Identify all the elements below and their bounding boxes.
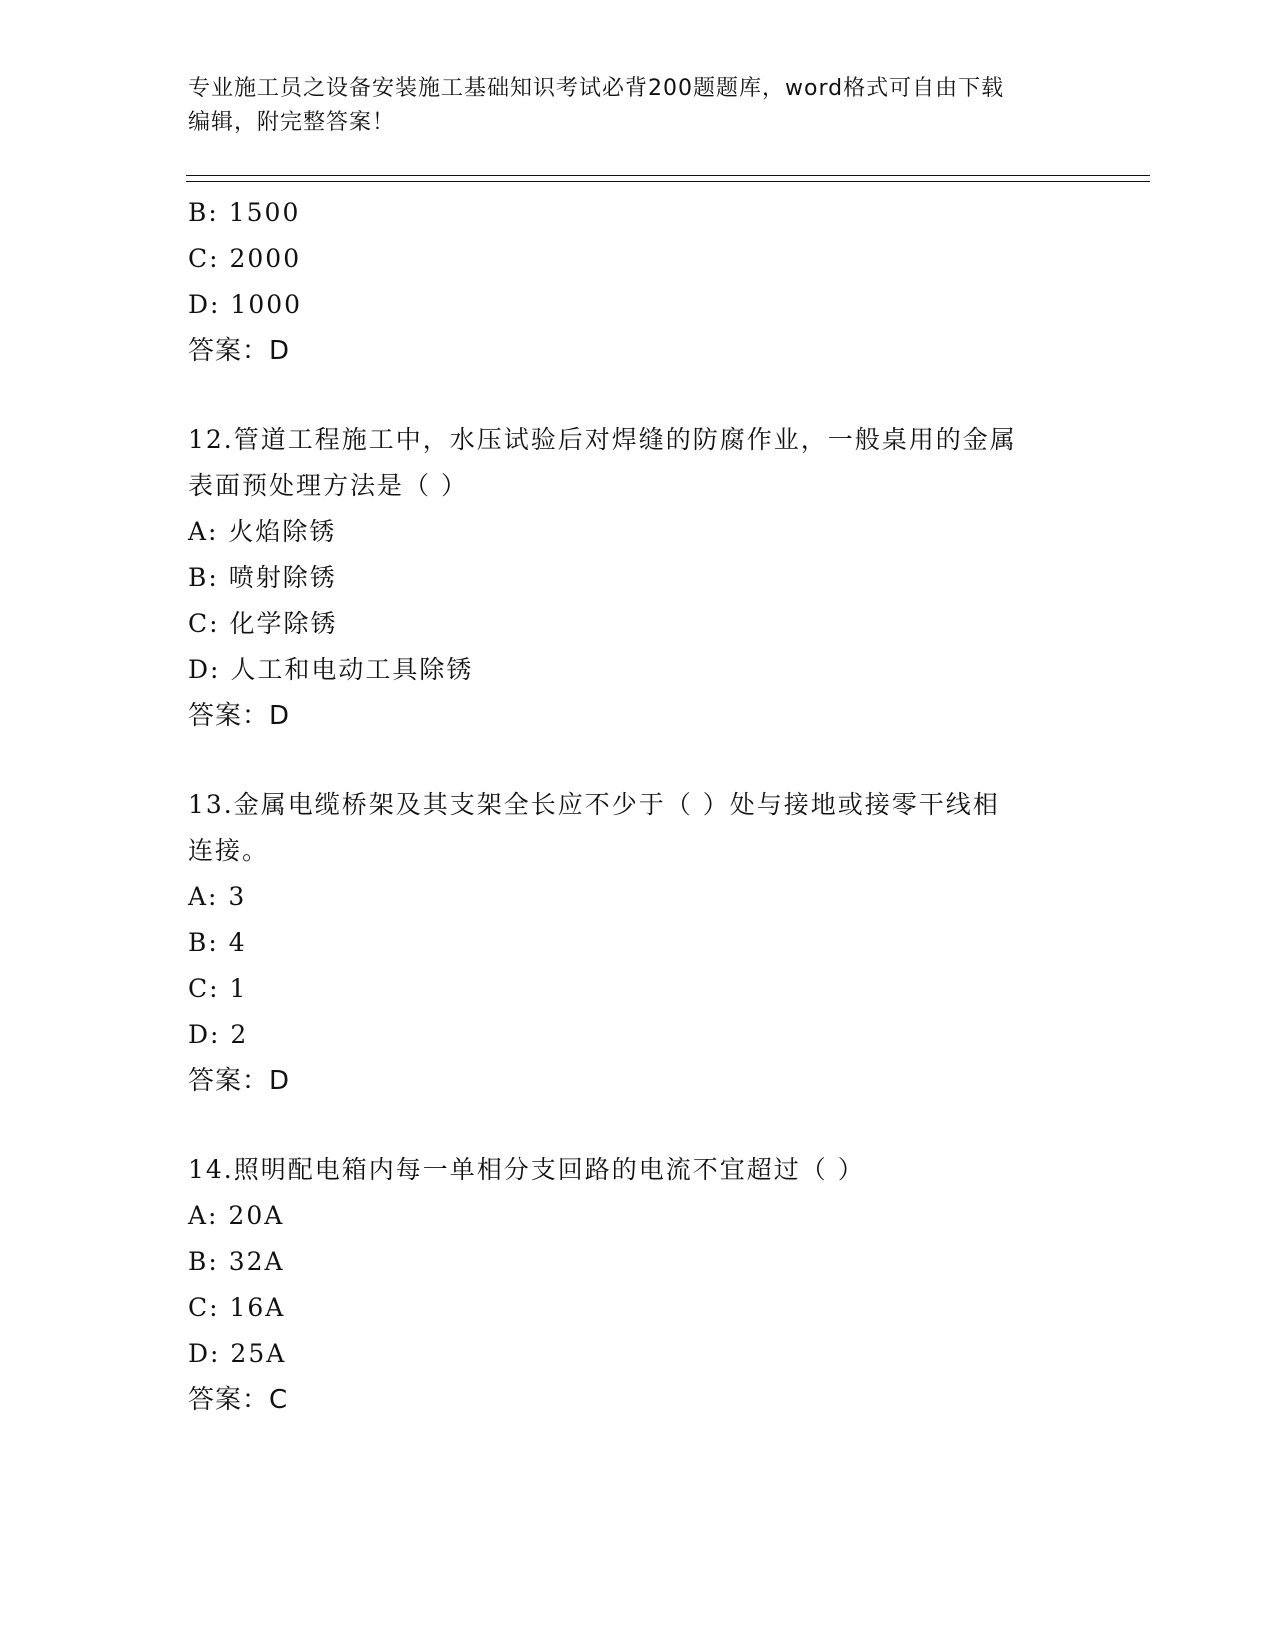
question-text-line-1: 13.金属电缆桥架及其支架全长应不少于（ ）处与接地或接零干线相 <box>188 790 1000 819</box>
option-d: D: 25A <box>188 1339 287 1368</box>
question-text-line-2: 表面预处理方法是（ ） <box>188 471 468 500</box>
option-a: A: 3 <box>188 882 247 911</box>
option-b: B: 4 <box>188 928 247 957</box>
option-d: D: 1000 <box>188 290 303 319</box>
answer-line: 答案：C <box>188 1385 289 1415</box>
question-text-line-1: 12.管道工程施工中，水压试验后对焊缝的防腐作业，一般桌用的金属 <box>188 425 1017 454</box>
option-d: D: 2 <box>188 1020 249 1049</box>
option-b: B: 喷射除锈 <box>188 563 337 592</box>
question-13 <box>188 782 1088 1104</box>
header-divider-bottom <box>186 181 1150 182</box>
question-11-continued <box>188 190 1088 374</box>
answer-line: 答案：D <box>188 1066 291 1096</box>
question-text-line-1: 14.照明配电箱内每一单相分支回路的电流不宜超过（ ） <box>188 1155 865 1184</box>
question-list <box>188 190 1088 1423</box>
option-b: B: 1500 <box>188 198 301 227</box>
answer-line: 答案：D <box>188 336 291 366</box>
question-14 <box>188 1147 1088 1423</box>
question-text-line-2: 连接。 <box>188 836 270 865</box>
option-a: A: 20A <box>188 1201 285 1230</box>
header-title-line-2: 编辑，附完整答案！ <box>188 110 396 135</box>
option-c: C: 2000 <box>188 244 302 273</box>
option-c: C: 16A <box>188 1293 286 1322</box>
option-a: A: 火焰除锈 <box>188 517 337 546</box>
option-c: C: 化学除锈 <box>188 609 338 638</box>
document-header <box>188 72 1068 140</box>
option-d: D: 人工和电动工具除锈 <box>188 655 474 684</box>
option-c: C: 1 <box>188 974 248 1003</box>
header-divider-top <box>186 175 1150 176</box>
header-title-line-1: 专业施工员之设备安装施工基础知识考试必背200题题库，word格式可自由下载 <box>188 76 1005 101</box>
answer-line: 答案：D <box>188 701 291 731</box>
option-b: B: 32A <box>188 1247 285 1276</box>
question-12 <box>188 417 1088 739</box>
